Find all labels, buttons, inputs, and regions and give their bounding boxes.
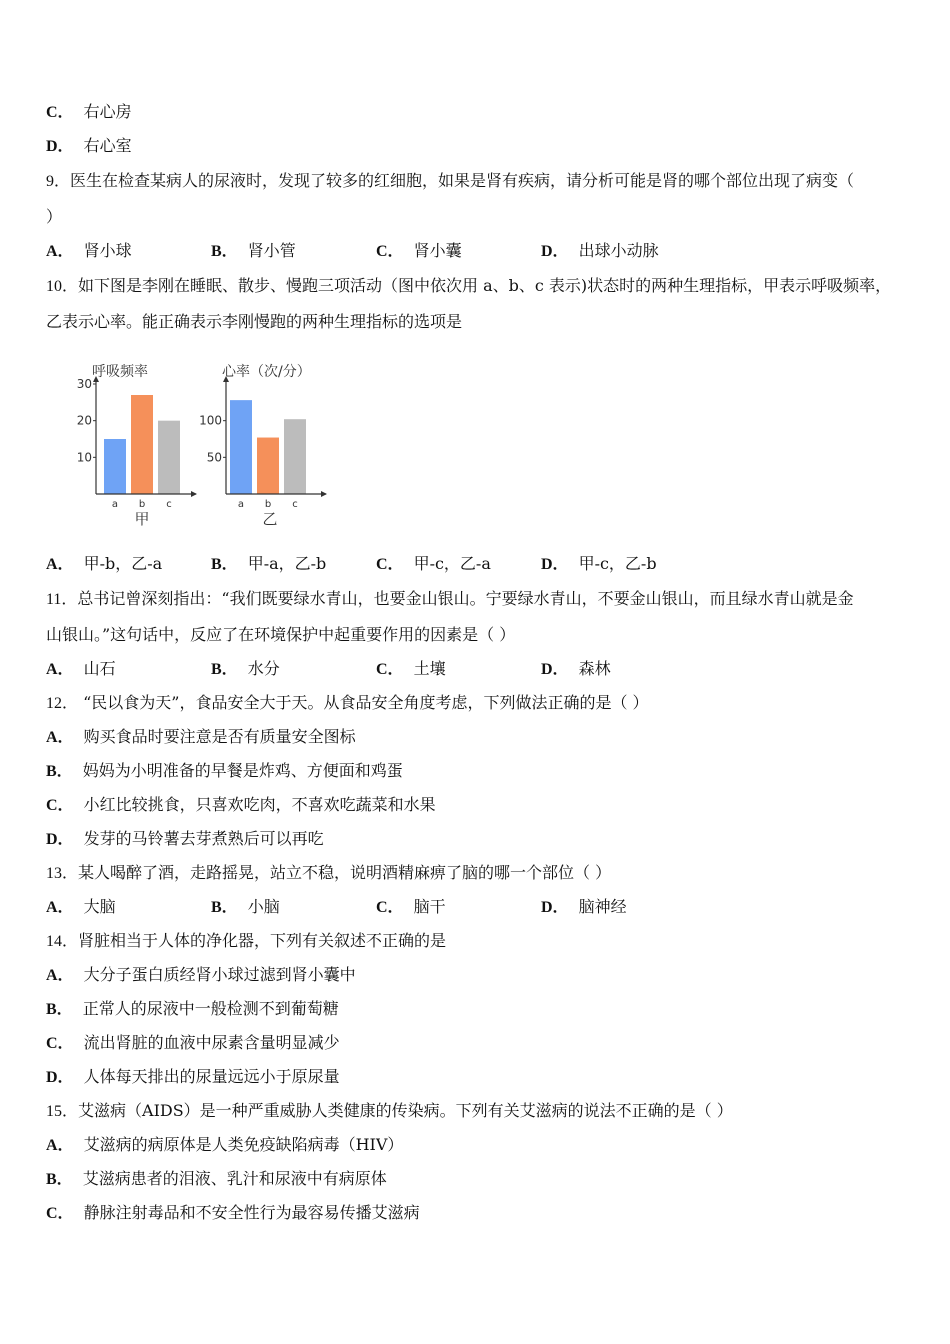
question-11-stem-cont: 山银山。”这句话中，反应了在环境保护中起重要作用的因素是（ ）: [46, 625, 516, 644]
option-q9-a: A． 肾小球: [46, 241, 132, 260]
x-axis-arrow: [321, 491, 327, 497]
option-q15-c: C． 静脉注射毒品和不安全性行为最容易传播艾滋病: [46, 1203, 420, 1222]
option-q11-d: D． 森林: [541, 659, 611, 678]
question-10-figure: [70, 360, 340, 534]
question-9-stem: 9．医生在检查某病人的尿液时，发现了较多的红细胞，如果是肾有疾病，请分析可能是肾的哪个部位出现了病变（: [46, 171, 855, 190]
x-tick-label: a: [111, 499, 119, 510]
x-tick-label: b: [138, 499, 146, 510]
chart-heart-rate: [199, 364, 327, 528]
y-tick-label: 20: [76, 413, 92, 428]
question-14-stem: 14．肾脏相当于人体的净化器，下列有关叙述不正确的是: [46, 931, 447, 950]
option-q11-b: B． 水分: [211, 659, 280, 678]
option-q12-c: C． 小红比较挑食，只喜欢吃肉，不喜欢吃蔬菜和水果: [46, 795, 436, 814]
x-tick-label: c: [166, 499, 172, 510]
option-q11-a: A． 山石: [46, 659, 116, 678]
option-q13-d: D． 脑神经: [541, 897, 627, 916]
y-tick-label: 100: [199, 413, 222, 428]
option-q10-d: D． 甲-c，乙-b: [541, 554, 657, 573]
bar-b: [131, 395, 153, 494]
option-q9-b: B． 肾小管: [211, 241, 296, 260]
chart-caption: 乙: [262, 510, 278, 528]
option-q8-d: D． 右心室: [46, 136, 132, 155]
option-q14-c: C． 流出肾脏的血液中尿素含量明显减少: [46, 1033, 340, 1052]
bar-charts: [70, 360, 340, 530]
question-10-stem-cont: 乙表示心率。能正确表示李刚慢跑的两种生理指标的选项是: [46, 312, 463, 331]
x-tick-label: a: [237, 499, 245, 510]
option-q10-a: A． 甲-b，乙-a: [46, 554, 163, 573]
bar-a: [104, 439, 126, 494]
option-q14-d: D． 人体每天排出的尿量远远小于原尿量: [46, 1067, 340, 1086]
y-tick-label: 30: [76, 377, 92, 391]
option-q13-b: B． 小脑: [211, 897, 280, 916]
question-15-stem: 15．艾滋病（AIDS）是一种严重威胁人类健康的传染病。下列有关艾滋病的说法不正确的是（ ）: [46, 1101, 733, 1120]
question-12-stem: 12． “民以食为天”，食品安全大于天。从食品安全角度考虑，下列做法正确的是（ ）: [46, 693, 649, 712]
bar-b: [257, 438, 279, 494]
question-10-stem: 10．如下图是李刚在睡眠、散步、慢跑三项活动（图中依次用 a、b、c 表示)状态时的两种生理指标，甲表示呼吸频率，: [46, 276, 892, 295]
bar-c: [158, 421, 180, 494]
bar-c: [284, 419, 306, 494]
option-q10-c: C． 甲-c，乙-a: [376, 554, 491, 573]
option-q10-b: B． 甲-a，乙-b: [211, 554, 327, 573]
chart-breathing-rate: [77, 364, 197, 528]
option-q12-d: D． 发芽的马铃薯去芽煮熟后可以再吃: [46, 829, 324, 848]
x-axis-arrow: [191, 491, 197, 497]
option-q12-b: B． 妈妈为小明准备的早餐是炸鸡、方便面和鸡蛋: [46, 761, 403, 780]
question-9-stem-cont: ）: [46, 207, 63, 226]
bar-a: [230, 400, 252, 494]
option-q15-a: A． 艾滋病的病原体是人类免疫缺陷病毒（HIV）: [46, 1135, 404, 1154]
option-q11-c: C． 土壤: [376, 659, 446, 678]
chart-title: 心率（次/分）: [222, 364, 311, 380]
question-13-stem: 13．某人喝醉了酒，走路摇晃，站立不稳，说明酒精麻痹了脑的哪一个部位（ ）: [46, 863, 612, 882]
option-q9-c: C． 肾小囊: [376, 241, 462, 260]
chart-title: 呼吸频率: [92, 364, 148, 380]
option-q13-a: A． 大脑: [46, 897, 116, 916]
option-q8-c: C． 右心房: [46, 102, 132, 121]
y-tick-label: 50: [206, 450, 222, 465]
option-q12-a: A． 购买食品时要注意是否有质量安全图标: [46, 727, 356, 746]
x-tick-label: c: [292, 499, 298, 510]
option-q13-c: C． 脑干: [376, 897, 446, 916]
option-q15-b: B． 艾滋病患者的泪液、乳汁和尿液中有病原体: [46, 1169, 387, 1188]
option-q14-b: B． 正常人的尿液中一般检测不到葡萄糖: [46, 999, 339, 1018]
chart-caption: 甲: [134, 510, 150, 528]
option-q14-a: A． 大分子蛋白质经肾小球过滤到肾小囊中: [46, 965, 356, 984]
option-q9-d: D． 出球小动脉: [541, 241, 659, 260]
y-tick-label: 10: [76, 450, 92, 465]
question-11-stem: 11．总书记曾深刻指出：“我们既要绿水青山，也要金山银山。宁要绿水青山，不要金山银山，而且绿水青山就是金: [46, 589, 854, 608]
x-tick-label: b: [264, 499, 272, 510]
